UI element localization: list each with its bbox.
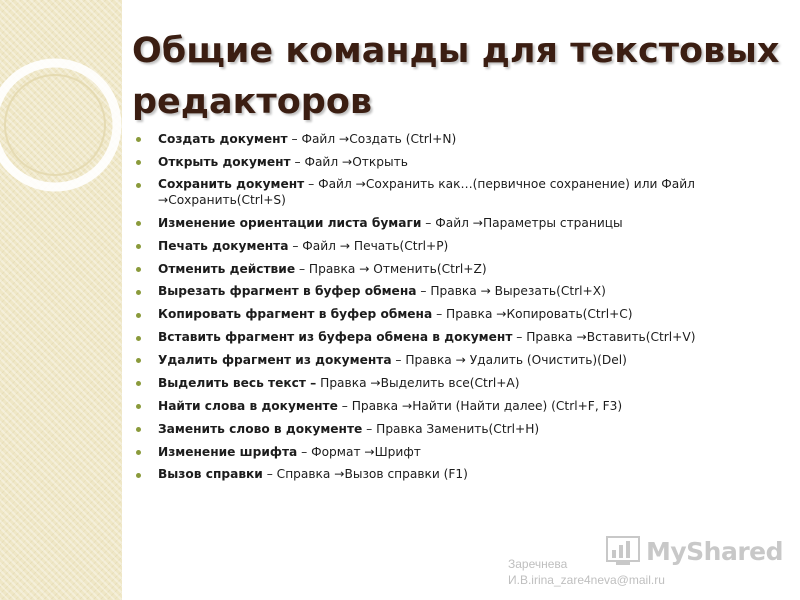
watermark-logo (606, 536, 783, 566)
command-path: – Правка → Удалить (Очистить)(Del) (391, 353, 627, 368)
list-item (136, 212, 771, 235)
list-item (136, 418, 771, 441)
bullet-dot-icon (136, 358, 141, 363)
command-name: Вставить фрагмент из буфера обмена в документ (158, 330, 513, 345)
command-path: – Файл →Открыть (290, 154, 408, 169)
command-path: – Правка →Копировать(Ctrl+C) (432, 307, 633, 322)
command-name: Открыть документ (158, 154, 291, 169)
command-name: Заменить слово в документе (158, 421, 363, 436)
command-path: Правка →Выделить все(Ctrl+A) (316, 375, 520, 390)
list-item (136, 281, 771, 304)
command-name: Удалить фрагмент из документа (158, 353, 392, 368)
command-path: – Файл →Создать (Ctrl+N) (287, 131, 457, 146)
list-item (136, 464, 771, 487)
command-list (136, 128, 771, 487)
command-name: Изменение ориентации листа бумаги (158, 215, 422, 230)
list-item (136, 304, 771, 327)
command-name: Вырезать фрагмент в буфер обмена (158, 284, 417, 299)
watermark-text: MyShared (646, 536, 784, 566)
command-path: – Формат →Шрифт (297, 444, 421, 459)
list-item (136, 395, 771, 418)
command-path: – Файл → Печать(Ctrl+P) (288, 238, 449, 253)
command-path: – Справка →Вызов справки (F1) (262, 467, 468, 482)
command-path: – Правка → Отменить(Ctrl+Z) (295, 261, 487, 276)
bullet-dot-icon (136, 336, 141, 341)
command-name: Изменение шрифта (158, 444, 298, 459)
bullet-dot-icon (136, 137, 141, 142)
list-item (136, 128, 771, 151)
bullet-dot-icon (136, 267, 141, 272)
bullet-dot-icon (136, 404, 141, 409)
command-name: Найти слова в документе (158, 398, 338, 413)
command-name: Копировать фрагмент в буфер обмена (158, 307, 433, 322)
command-name: Отменить действие (158, 261, 296, 276)
bullet-dot-icon (136, 183, 141, 188)
slide-title: Общие команды для текстовых редакторов (132, 31, 780, 122)
list-item (136, 372, 771, 395)
list-item (136, 327, 771, 350)
decorative-ring-icon (0, 0, 140, 200)
list-item (136, 235, 771, 258)
command-name: Создать документ (158, 131, 288, 146)
command-name: Сохранить документ (158, 177, 305, 192)
bullet-dot-icon (136, 427, 141, 432)
command-name: Печать документа (158, 238, 289, 253)
command-path: – Правка →Вставить(Ctrl+V) (512, 330, 696, 345)
list-item (136, 349, 771, 372)
command-path: – Файл →Сохранить как…(первичное сохранение) или Файл →Сохранить(Ctrl+S) (158, 177, 695, 207)
command-name: Вызов справки (158, 467, 263, 482)
bullet-dot-icon (136, 290, 141, 295)
author-email: И.В.irina_zare4neva@mail.ru (508, 573, 665, 587)
command-path: – Правка →Найти (Найти далее) (Ctrl+F, F3) (337, 398, 623, 413)
list-item (136, 174, 771, 212)
command-path: – Правка Заменить(Ctrl+H) (362, 421, 540, 436)
bullet-dot-icon (136, 450, 141, 455)
list-item (136, 441, 771, 464)
list-item (136, 258, 771, 281)
bullet-dot-icon (136, 473, 141, 478)
bullet-dot-icon (136, 244, 141, 249)
author-name: Заречнева (508, 557, 568, 571)
list-item (136, 151, 771, 174)
bullet-dot-icon (136, 313, 141, 318)
bullet-dot-icon (136, 221, 141, 226)
command-path: – Правка → Вырезать(Ctrl+X) (416, 284, 606, 299)
bar-chart-icon (606, 536, 640, 566)
command-name: Выделить весь текст – (158, 375, 317, 390)
bullet-dot-icon (136, 381, 141, 386)
bullet-dot-icon (136, 160, 141, 165)
command-path: – Файл →Параметры страницы (421, 215, 623, 230)
